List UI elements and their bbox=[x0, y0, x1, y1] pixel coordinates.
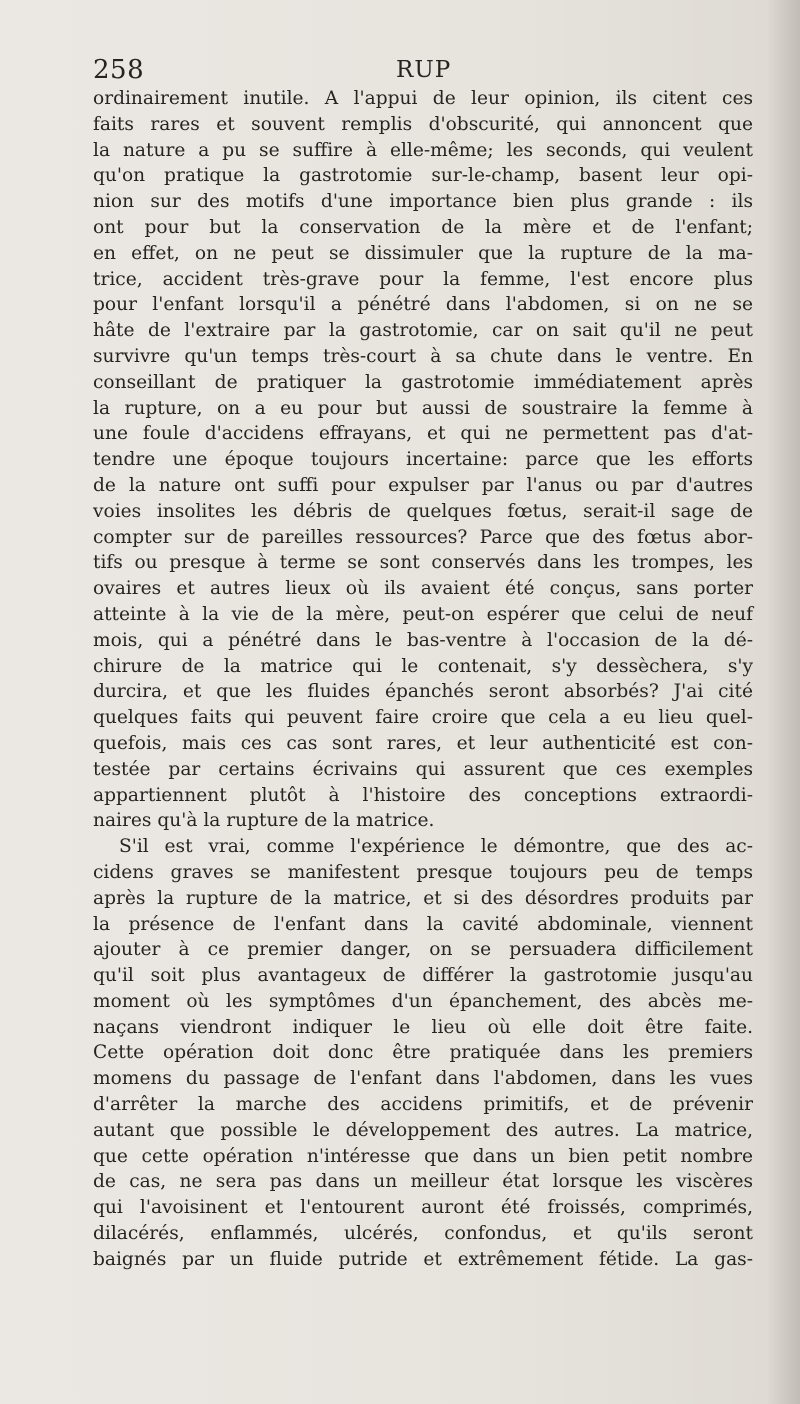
text-line: baignés par un fluide putride et extrêmement fétide. La gas- bbox=[93, 1248, 753, 1270]
text-line: Cette opération doit donc être pratiquée dans les premiers bbox=[93, 1042, 753, 1064]
text-line: après la rupture de la matrice, et si des désordres produits par bbox=[93, 887, 753, 909]
text-line: moment où les symptômes d'un épanchement, des abcès me- bbox=[93, 990, 753, 1012]
text-line: la nature a pu se suffire à elle-même; les seconds, qui veulent bbox=[93, 139, 753, 161]
text-line: ont pour but la conservation de la mère et de l'enfant; bbox=[93, 216, 753, 238]
text-line: naires qu'à la rupture de la matrice. bbox=[93, 810, 435, 832]
text-line: autant que possible le développement des autres. La matrice, bbox=[93, 1119, 753, 1141]
text-line: cidens graves se manifestent presque toujours peu de temps bbox=[93, 861, 753, 883]
text-line: trice, accident très-grave pour la femme, l'est encore plus bbox=[93, 268, 753, 290]
text-line: quefois, mais ces cas sont rares, et leur authenticité est con- bbox=[93, 732, 753, 754]
text-line: conseillant de pratiquer la gastrotomie immédiatement après bbox=[93, 371, 753, 393]
text-line: voies insolites les débris de quelques fœtus, serait-il sage de bbox=[93, 500, 753, 522]
text-line: qui l'avoisinent et l'entourent auront été froissés, comprimés, bbox=[93, 1197, 753, 1219]
text-line: dilacérés, enflammés, ulcérés, confondus, et qu'ils seront bbox=[93, 1223, 753, 1245]
text-line-paragraph-start: S'il est vrai, comme l'expérience le démontre, que des ac- bbox=[119, 836, 753, 858]
text-line: hâte de l'extraire par la gastrotomie, car on sait qu'il ne peut bbox=[93, 320, 753, 342]
text-line: de cas, ne sera pas dans un meilleur état lorsque les viscères bbox=[93, 1171, 753, 1193]
page-number: 258 bbox=[93, 55, 145, 85]
text-line: momens du passage de l'enfant dans l'abdomen, dans les vues bbox=[93, 1068, 753, 1090]
text-line: une foule d'accidens effrayans, et qui ne permettent pas d'at- bbox=[93, 423, 753, 445]
text-line: qu'il soit plus avantageux de différer la gastrotomie jusqu'au bbox=[93, 965, 753, 987]
text-line: la présence de l'enfant dans la cavité abdominale, viennent bbox=[93, 913, 753, 935]
text-line: mois, qui a pénétré dans le bas-ventre à l'occasion de la dé- bbox=[93, 629, 753, 651]
text-line: faits rares et souvent remplis d'obscurité, qui annoncent que bbox=[93, 113, 753, 135]
text-line: tendre une époque toujours incertaine: parce que les efforts bbox=[93, 449, 753, 471]
text-line: nion sur des motifs d'une importance bien plus grande : ils bbox=[93, 191, 753, 213]
text-line: tifs ou presque à terme se sont conservés dans les trompes, les bbox=[93, 552, 753, 574]
text-line: qu'on pratique la gastrotomie sur-le-champ, basent leur opi- bbox=[93, 165, 753, 187]
text-line: la rupture, on a eu pour but aussi de soustraire la femme à bbox=[93, 397, 753, 419]
text-line: ovaires et autres lieux où ils avaient été conçus, sans porter bbox=[93, 578, 753, 600]
text-line: durcira, et que les fluides épanchés seront absorbés? J'ai cité bbox=[93, 681, 753, 703]
text-line: atteinte à la vie de la mère, peut-on espérer que celui de neuf bbox=[93, 603, 753, 625]
text-line: compter sur de pareilles ressources? Parce que des fœtus abor- bbox=[93, 526, 753, 548]
text-line: ordinairement inutile. A l'appui de leur opinion, ils citent ces bbox=[93, 88, 753, 109]
text-line: appartiennent plutôt à l'histoire des conceptions extraordi- bbox=[93, 784, 753, 806]
text-line: en effet, on ne peut se dissimuler que la rupture de la ma- bbox=[93, 242, 753, 264]
text-line: naçans viendront indiquer le lieu où elle doit être faite. bbox=[93, 1016, 753, 1038]
text-line: chirure de la matrice qui le contenait, s'y dessèchera, s'y bbox=[93, 655, 753, 677]
text-line: testée par certains écrivains qui assurent que ces exemples bbox=[93, 758, 753, 780]
text-line: survivre qu'un temps très-court à sa chute dans le ventre. En bbox=[93, 345, 753, 367]
text-line: d'arrêter la marche des accidens primitifs, et de prévenir bbox=[93, 1094, 753, 1116]
text-line: quelques faits qui peuvent faire croire que cela a eu lieu quel- bbox=[93, 707, 753, 729]
text-line: de la nature ont suffi pour expulser par l'anus ou par d'autres bbox=[93, 474, 753, 496]
text-line: pour l'enfant lorsqu'il a pénétré dans l'abdomen, si on ne se bbox=[93, 294, 753, 316]
page-edge-shadow bbox=[766, 0, 800, 1404]
body-text bbox=[93, 86, 753, 1273]
running-title: RUP bbox=[396, 57, 452, 83]
running-head bbox=[93, 52, 750, 88]
text-line: ajouter à ce premier danger, on se persuadera difficilement bbox=[93, 939, 753, 961]
text-line: que cette opération n'intéresse que dans un bien petit nombre bbox=[93, 1145, 753, 1167]
